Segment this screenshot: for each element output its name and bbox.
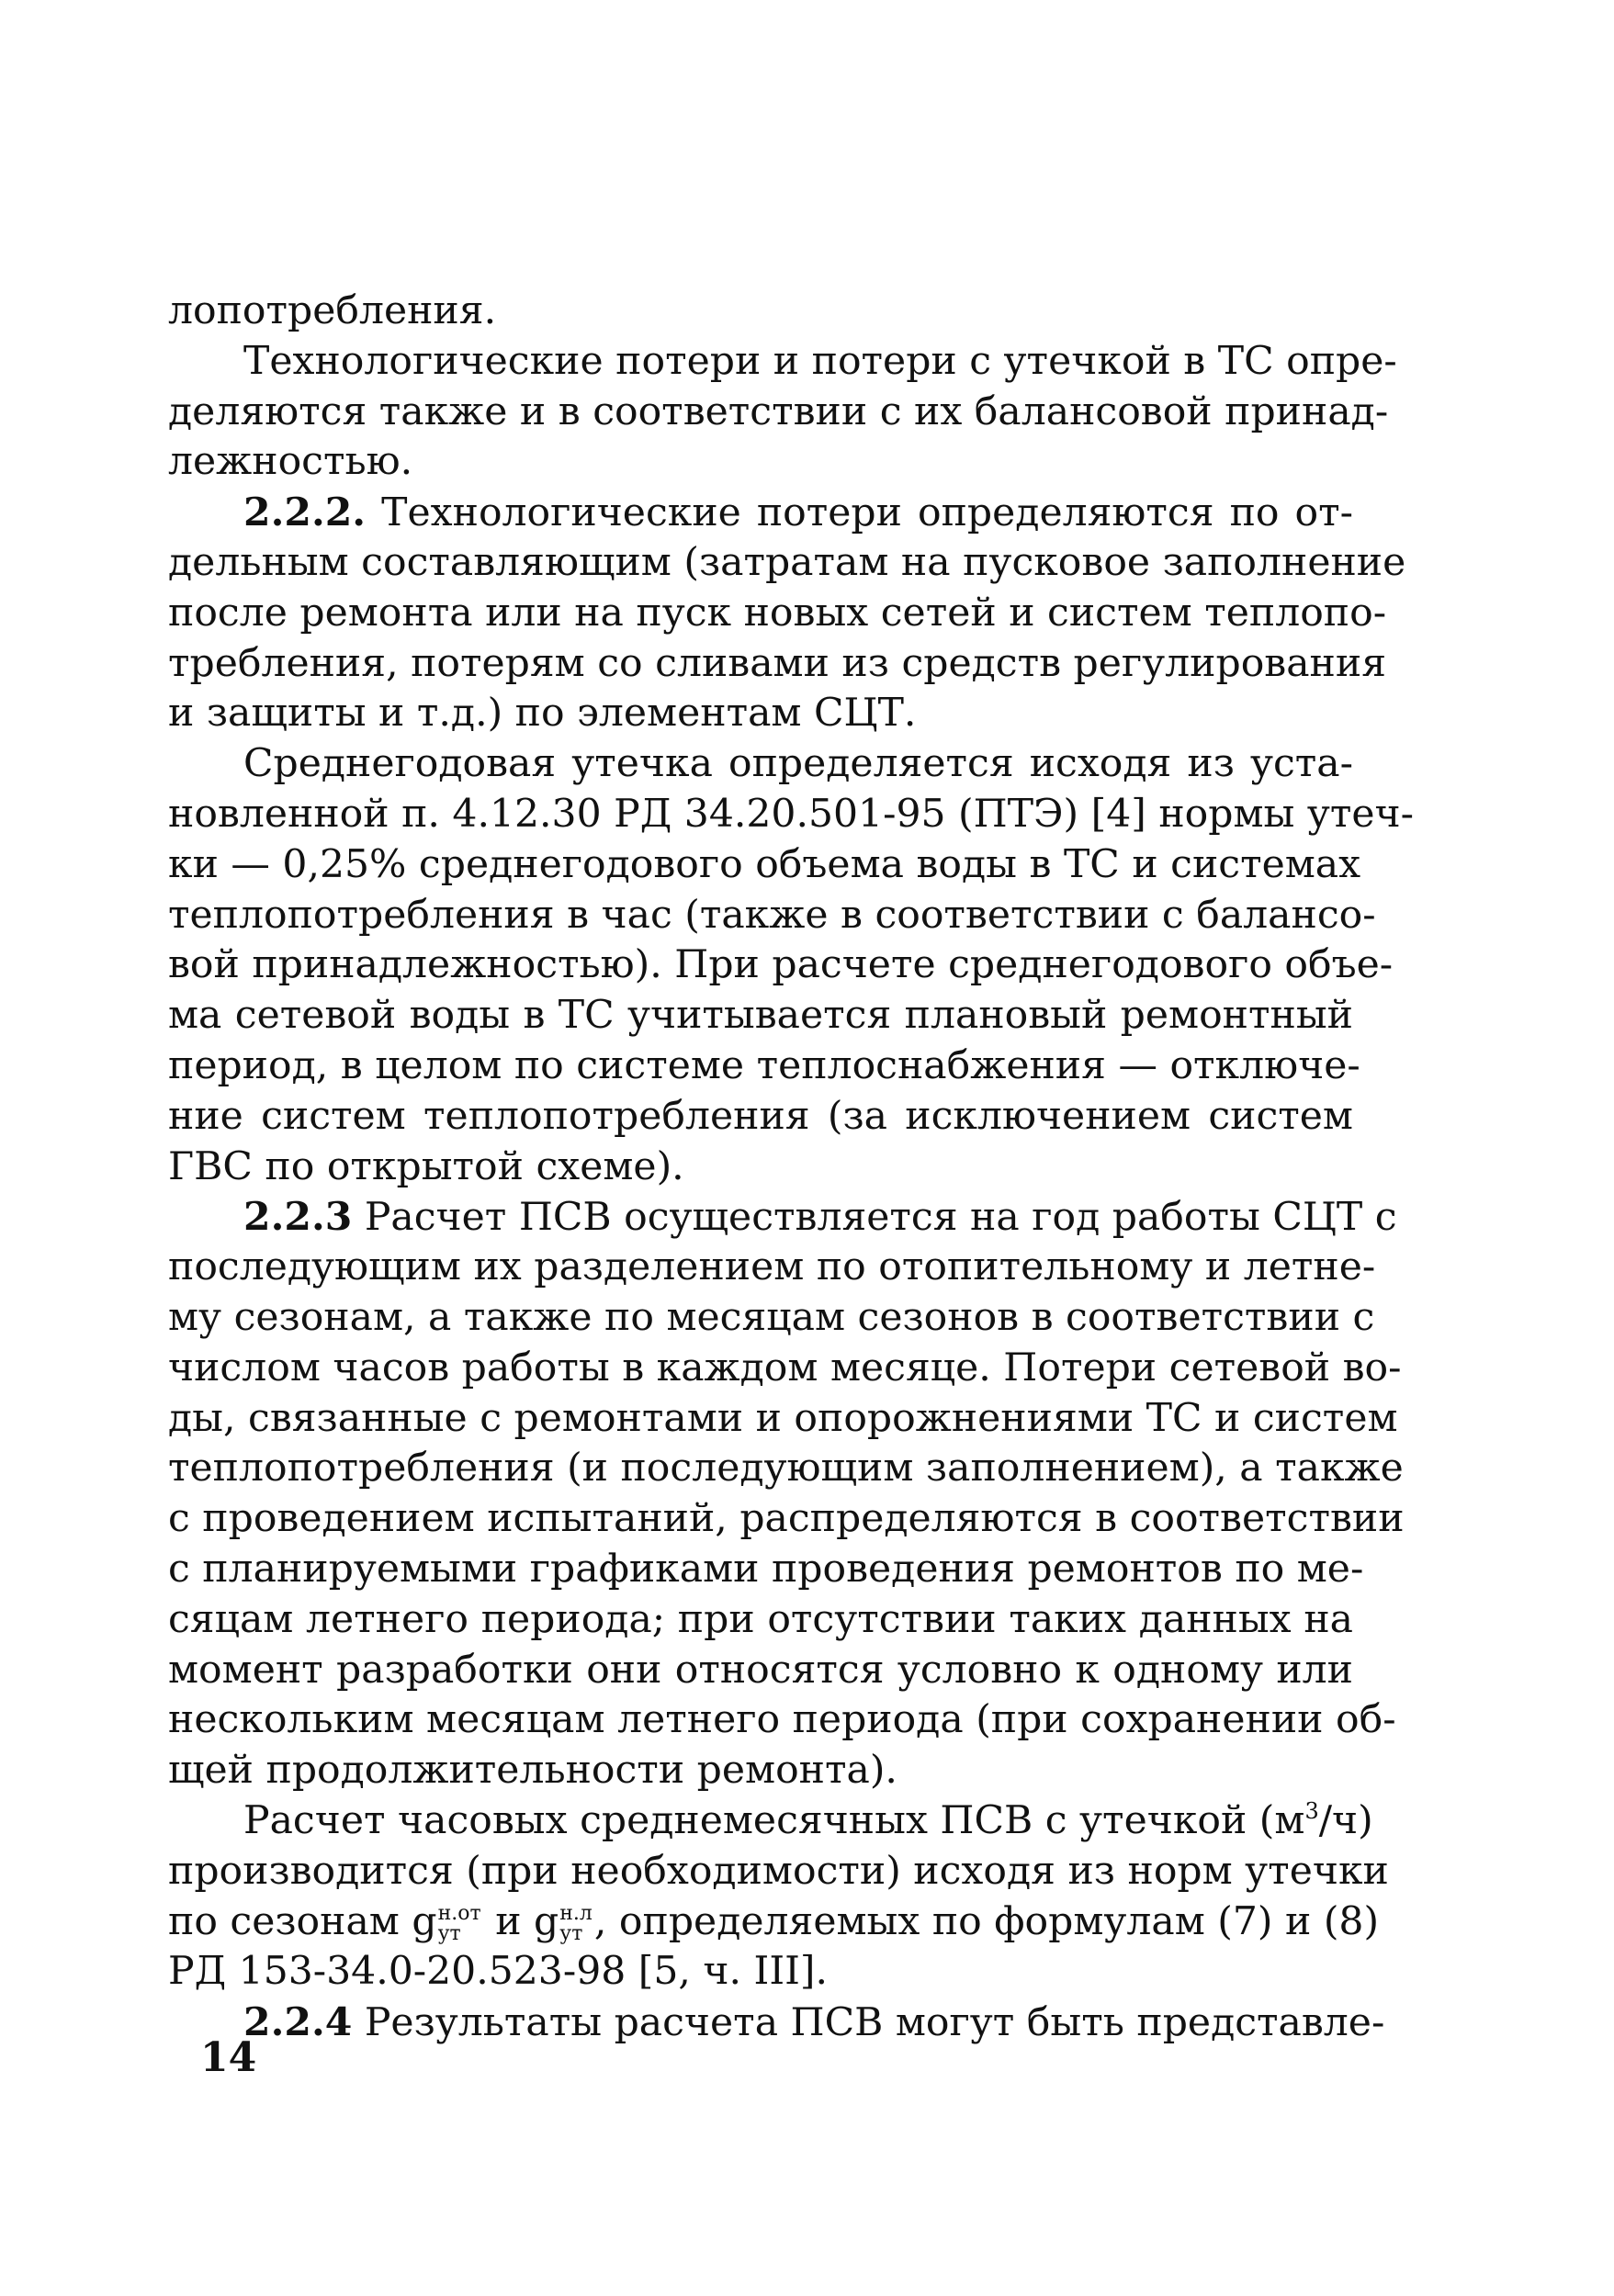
text-line <box>168 1243 1376 1293</box>
line-text: последующим их разделением по отопительному и летне- <box>168 1244 1376 1290</box>
text-line <box>168 1444 1404 1494</box>
text-line <box>168 488 1353 538</box>
text-line <box>168 388 1389 438</box>
line-text: Расчет ПСВ осуществляется на год работы СЦТ с <box>352 1195 1397 1241</box>
text-line <box>168 1494 1405 1545</box>
line-text: период, в целом по системе теплоснабжения — отключе- <box>168 1042 1360 1088</box>
text-line <box>168 1192 1397 1243</box>
text-line <box>168 538 1406 589</box>
text-line <box>168 840 1361 891</box>
text-line <box>168 287 1353 337</box>
line-text: числом часов работы в каждом месяце. Потери сетевой во- <box>168 1345 1402 1390</box>
text-line <box>168 1092 1353 1142</box>
line-text: Технологические потери определяются по от- <box>366 490 1353 536</box>
text-line <box>168 437 1353 488</box>
text-line <box>168 1897 1380 1948</box>
text-line <box>168 1344 1402 1394</box>
superscript: н.от <box>437 1901 481 1925</box>
line-text: му сезонам, а также по месяцам сезонов в соответствии с <box>168 1294 1375 1340</box>
line-text: теплопотребления (и последующим заполнением), а также <box>168 1446 1404 1491</box>
formula-text: , определяемых по формулам (7) и (8) <box>593 1898 1380 1944</box>
superscript: 3 <box>1304 1797 1319 1824</box>
text-line <box>168 1998 1385 2048</box>
variable-base: g <box>534 1898 559 1944</box>
formula-text: и <box>482 1898 535 1944</box>
line-text: деляются также и в соответствии с их балансовой принад- <box>168 388 1389 434</box>
text-line <box>168 1947 1353 1998</box>
line-text: ГВС по открытой схеме). <box>168 1143 684 1189</box>
line-text: Результаты расчета ПСВ могут быть представле- <box>352 2000 1385 2046</box>
subscript: ут <box>437 1921 461 1945</box>
line-text: лежностью. <box>168 439 413 485</box>
norm-variable <box>534 1897 593 1948</box>
line-text: нескольким месяцам летнего периода (при сохранении об- <box>168 1697 1396 1743</box>
line-text: щей продолжительности ремонта). <box>168 1748 897 1794</box>
page-number: 14 <box>200 2034 257 2081</box>
line-text: ма сетевой воды в ТС учитывается плановый ремонтный <box>168 993 1353 1039</box>
section-number: 2.2.3 <box>243 1194 353 1241</box>
line-text: сяцам летнего периода; при отсутствии таких данных на <box>168 1596 1353 1642</box>
text-line <box>168 1746 1353 1796</box>
line-text: новленной п. 4.12.30 РД 34.20.501-95 (ПТЭ) [4] нормы утеч- <box>168 791 1414 837</box>
line-text: лопотребления. <box>168 288 497 333</box>
text-line <box>168 790 1414 840</box>
formula-text: по сезонам <box>168 1898 412 1944</box>
text-line <box>168 1545 1364 1595</box>
line-text: вой принадлежностью). При расчете среднегодового объе- <box>168 942 1394 988</box>
variable-base: g <box>412 1898 437 1944</box>
line-text: ки — 0,25% среднегодового объема воды в ТС и системах <box>168 841 1361 887</box>
line-text: ды, связанные с ремонтами и опорожнениями ТС и систем <box>168 1395 1398 1441</box>
line-text: после ремонта или на пуск новых сетей и систем теплопо- <box>168 590 1387 636</box>
line-text: момент разработки они относятся условно к одному или <box>168 1647 1353 1693</box>
text-line <box>168 639 1387 690</box>
line-text: теплопотребления в час (также в соответствии с балансо- <box>168 892 1376 938</box>
section-number: 2.2.4 <box>243 1999 353 2046</box>
line-text: /ч) <box>1318 1797 1373 1843</box>
superscript: н.л <box>559 1901 593 1925</box>
line-text: и защиты и т.д.) по элементам СЦТ. <box>168 691 917 737</box>
text-line <box>168 1142 1353 1193</box>
body-text <box>168 287 1414 2048</box>
text-line <box>168 1595 1353 1646</box>
text-line <box>168 337 1397 388</box>
text-line <box>168 1394 1398 1445</box>
text-line <box>168 891 1376 941</box>
text-line <box>168 689 1353 739</box>
line-text: производится (при необходимости) исходя из норм утечки <box>168 1848 1389 1894</box>
line-text: Расчет часовых среднемесячных ПСВ с утечкой (м <box>243 1797 1305 1843</box>
text-line <box>168 589 1387 639</box>
text-line <box>168 1041 1360 1092</box>
norm-variable <box>412 1897 480 1948</box>
text-line <box>168 1847 1389 1897</box>
line-text: РД 153-34.0-20.523-98 [5, ч. III]. <box>168 1949 828 1995</box>
line-text: Среднегодовая утечка определяется исходя из уста- <box>243 741 1353 787</box>
text-line <box>168 1646 1353 1696</box>
text-line <box>168 1293 1375 1344</box>
line-text: с проведением испытаний, распределяются в соответствии <box>168 1496 1405 1542</box>
text-line <box>168 940 1394 991</box>
line-text: требления, потерям со сливами из средств регулирования <box>168 640 1387 686</box>
text-line <box>168 1695 1396 1746</box>
line-text: дельным составляющим (затратам на пусковое заполнение <box>168 539 1406 585</box>
text-line <box>168 739 1353 790</box>
text-line <box>168 991 1353 1041</box>
subscript: ут <box>559 1921 583 1945</box>
text-line <box>168 1796 1373 1847</box>
section-number: 2.2.2. <box>243 490 367 536</box>
line-text: с планируемыми графиками проведения ремонтов по ме- <box>168 1546 1364 1592</box>
line-text: ние систем теплопотребления (за исключением систем <box>168 1093 1353 1139</box>
line-text: Технологические потери и потери с утечкой в ТС опре- <box>243 338 1397 384</box>
